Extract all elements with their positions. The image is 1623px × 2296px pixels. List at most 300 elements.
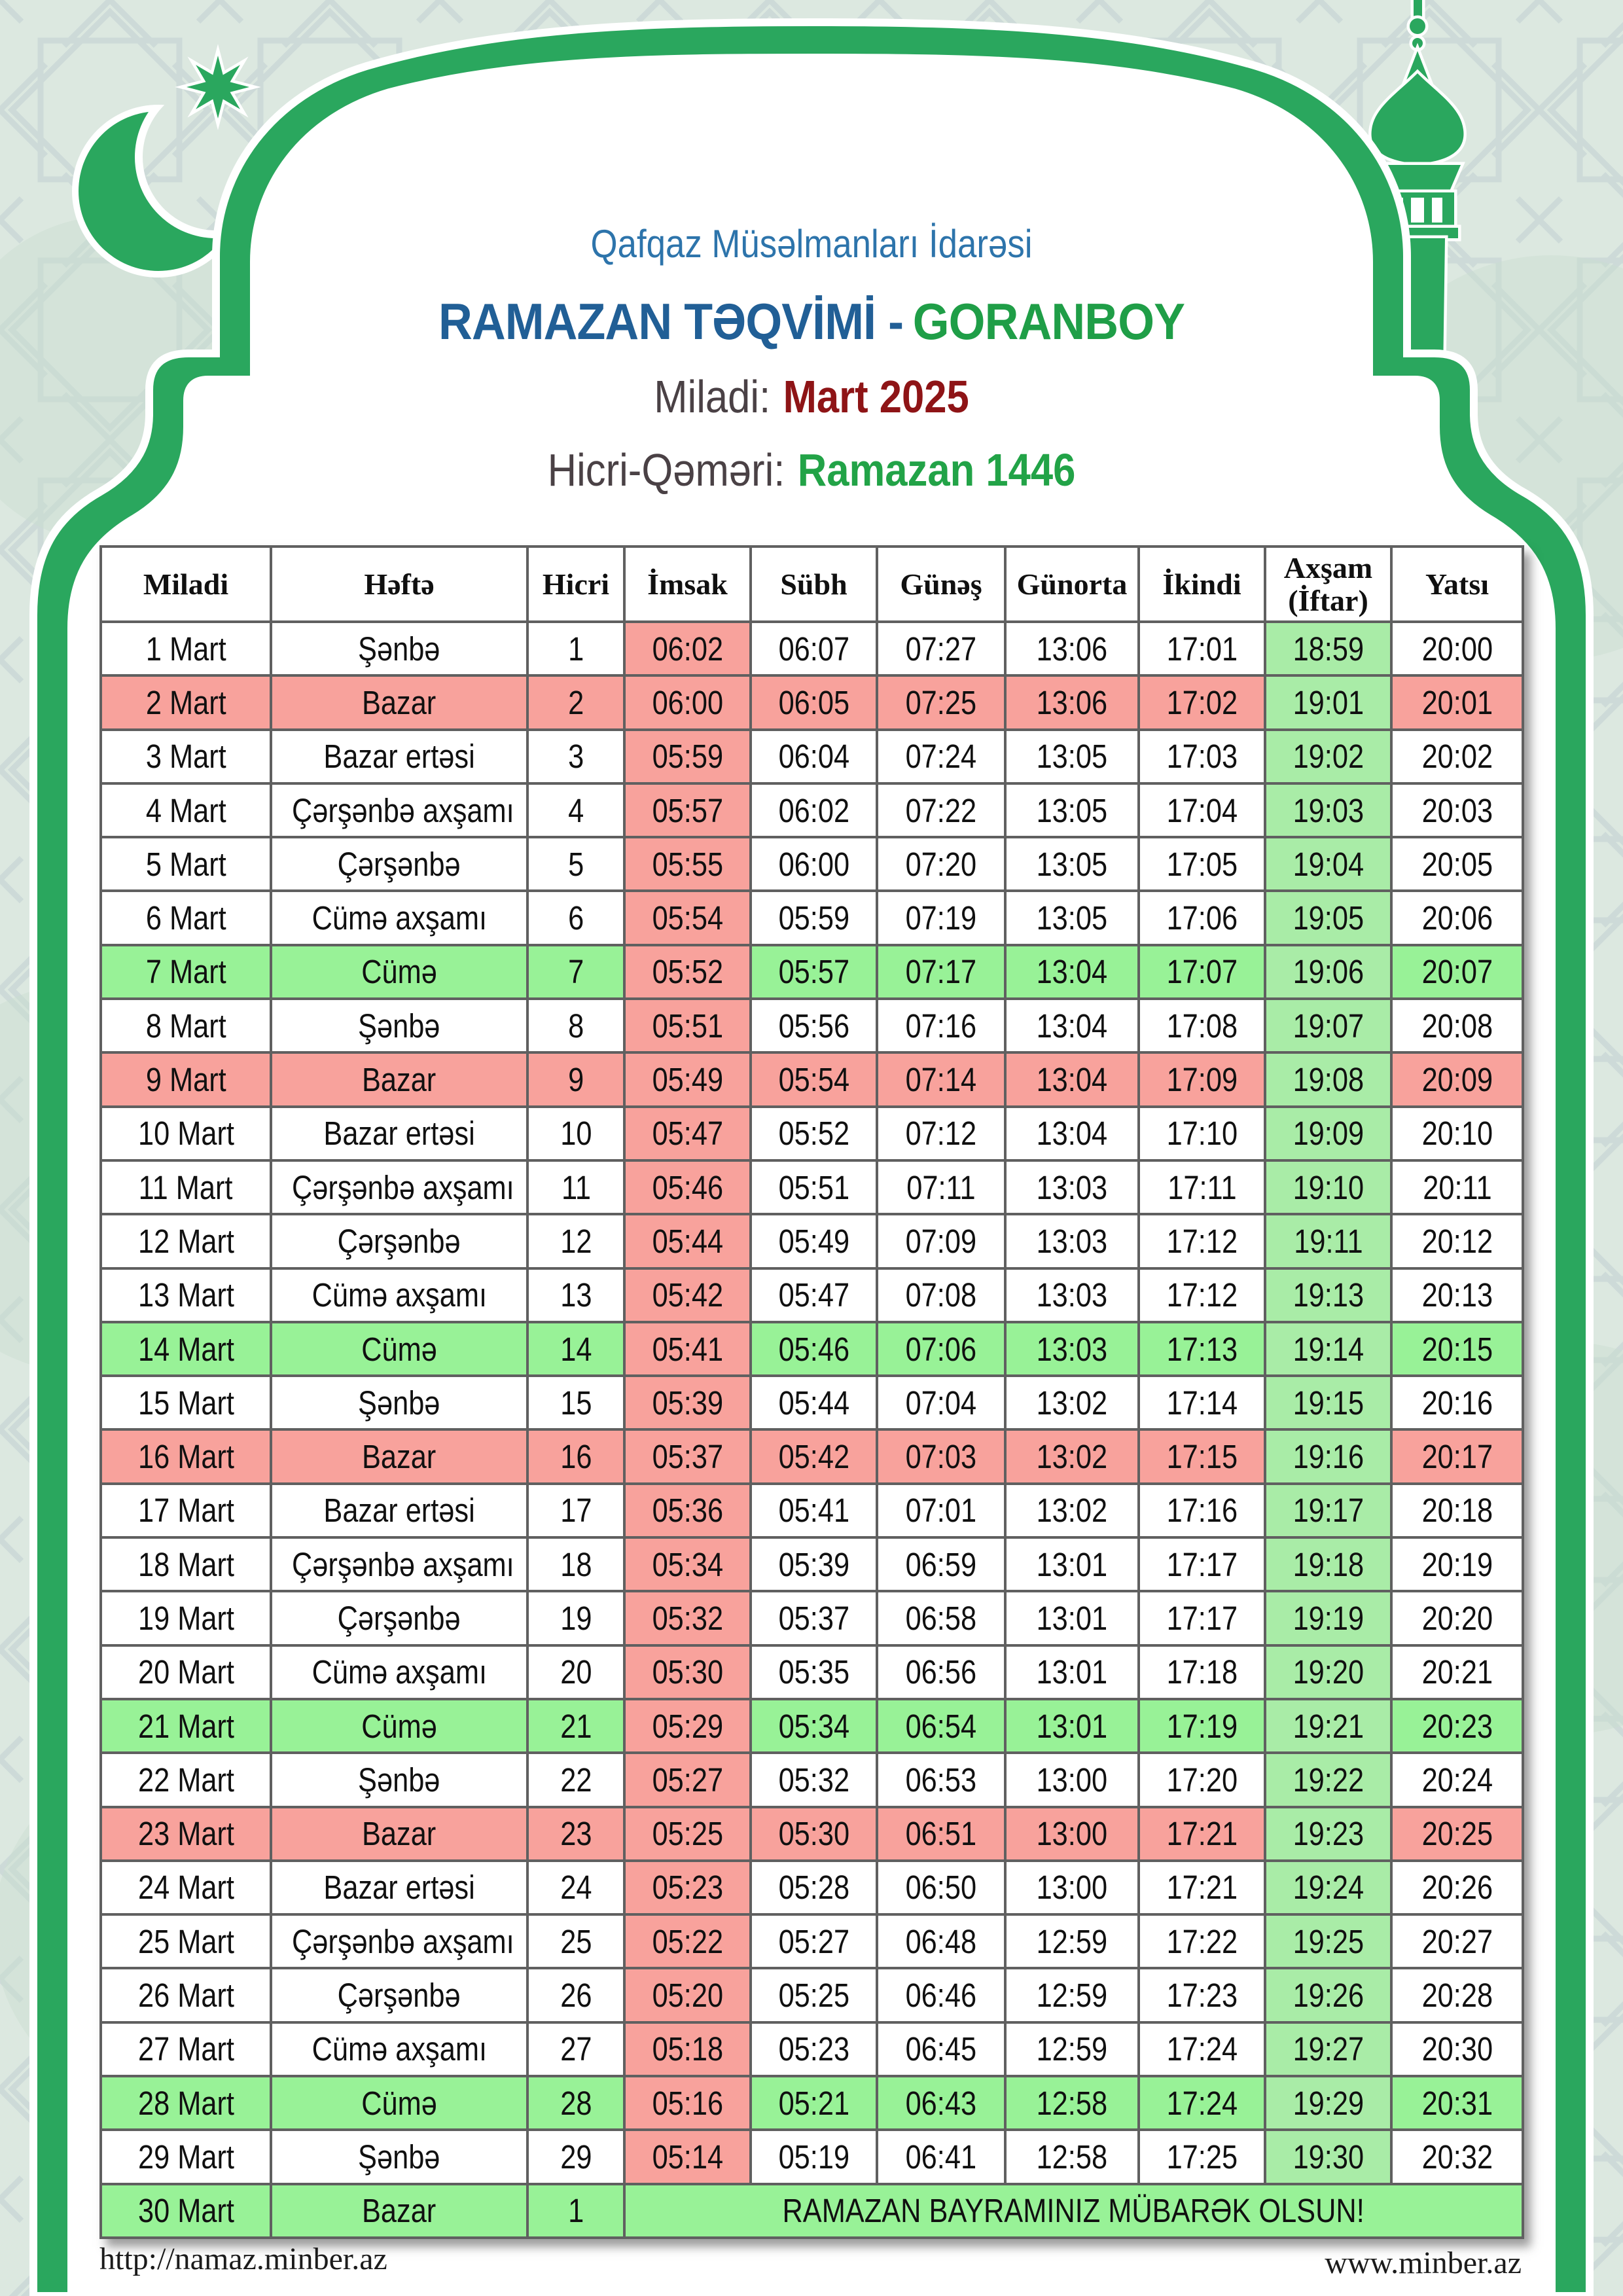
cell-yatsi bbox=[1391, 1160, 1523, 1214]
cell-yatsi bbox=[1391, 1645, 1523, 1699]
cell-subh bbox=[751, 730, 877, 783]
cell-subh bbox=[751, 1914, 877, 1968]
cell-hicri bbox=[527, 1484, 624, 1537]
cell-imsak bbox=[624, 837, 751, 891]
cell-yatsi bbox=[1391, 999, 1523, 1052]
cell-gunorta bbox=[1005, 891, 1139, 944]
cell-ikindi bbox=[1139, 837, 1265, 891]
cell-imsak bbox=[624, 1429, 751, 1483]
cell-date-text: 9 Mart bbox=[145, 1061, 226, 1099]
calendar-row-12-mart bbox=[101, 1214, 1523, 1268]
cell-gunes-text: 07:24 bbox=[905, 738, 977, 776]
cell-weekday bbox=[271, 675, 527, 729]
cell-ikindi-text: 17:24 bbox=[1166, 2084, 1238, 2122]
cell-subh-text: 05:21 bbox=[778, 2084, 849, 2122]
cell-imsak-text: 05:34 bbox=[652, 1545, 723, 1583]
cell-weekday-text: Cümə axşamı bbox=[312, 899, 487, 937]
cell-imsak bbox=[624, 891, 751, 944]
cell-gunorta-text: 12:58 bbox=[1036, 2084, 1108, 2122]
cell-weekday bbox=[271, 945, 527, 999]
calendar-row-6-mart bbox=[101, 891, 1523, 944]
cell-weekday-text: Çərşənbə bbox=[338, 845, 461, 883]
cell-gunorta bbox=[1005, 675, 1139, 729]
cell-weekday-text: Bazar bbox=[362, 2192, 437, 2230]
cell-imsak-text: 05:47 bbox=[652, 1115, 723, 1153]
cell-date-text: 17 Mart bbox=[137, 1492, 234, 1530]
cell-gunes bbox=[877, 2022, 1005, 2076]
cell-yatsi bbox=[1391, 1753, 1523, 1806]
cell-yatsi-text: 20:21 bbox=[1421, 1653, 1493, 1691]
cell-hicri bbox=[527, 1807, 624, 1861]
cell-hicri bbox=[527, 1376, 624, 1429]
cell-weekday-text: Şənbə bbox=[358, 630, 440, 668]
cell-gunorta bbox=[1005, 837, 1139, 891]
cell-axsam bbox=[1265, 1107, 1391, 1160]
calendar-row-15-mart bbox=[101, 1376, 1523, 1429]
cell-axsam-text: 19:26 bbox=[1293, 1977, 1364, 2015]
cell-hicri bbox=[527, 1645, 624, 1699]
cell-yatsi bbox=[1391, 945, 1523, 999]
cell-yatsi-text: 20:10 bbox=[1421, 1115, 1493, 1153]
cell-gunes bbox=[877, 1484, 1005, 1537]
cell-gunorta-text: 12:59 bbox=[1036, 2030, 1108, 2068]
cell-axsam-text: 19:25 bbox=[1293, 1922, 1364, 1960]
star-icon bbox=[187, 56, 249, 118]
cell-gunes-text: 06:48 bbox=[905, 1922, 977, 1960]
cell-hicri-text: 17 bbox=[560, 1492, 592, 1530]
cell-axsam-text: 19:01 bbox=[1293, 683, 1364, 721]
cell-hicri bbox=[527, 1861, 624, 1914]
cell-weekday-text: Çərşənbə bbox=[338, 1222, 461, 1260]
cell-ikindi bbox=[1139, 1160, 1265, 1214]
cell-yatsi-text: 20:32 bbox=[1421, 2138, 1493, 2176]
cell-weekday-text: Cümə axşamı bbox=[312, 1653, 487, 1691]
cell-hicri bbox=[527, 2130, 624, 2183]
cell-subh-text: 05:41 bbox=[778, 1492, 849, 1530]
cell-imsak-text: 05:20 bbox=[652, 1977, 723, 2015]
cell-yatsi-text: 20:23 bbox=[1421, 1707, 1493, 1745]
calendar-row-17-mart bbox=[101, 1484, 1523, 1537]
cell-ikindi-text: 17:20 bbox=[1166, 1761, 1238, 1799]
cell-imsak bbox=[624, 1861, 751, 1914]
cell-date-text: 30 Mart bbox=[137, 2192, 234, 2230]
cell-gunorta-text: 13:05 bbox=[1036, 899, 1108, 937]
cell-gunes bbox=[877, 1107, 1005, 1160]
cell-axsam bbox=[1265, 783, 1391, 837]
cell-hicri bbox=[527, 730, 624, 783]
cell-yatsi-text: 20:07 bbox=[1421, 953, 1493, 991]
cell-gunorta bbox=[1005, 1322, 1139, 1376]
cell-hicri-text: 13 bbox=[560, 1276, 592, 1314]
cell-gunorta bbox=[1005, 1591, 1139, 1645]
cell-axsam bbox=[1265, 1968, 1391, 2022]
cell-weekday bbox=[271, 891, 527, 944]
cell-ikindi-text: 17:12 bbox=[1166, 1276, 1238, 1314]
cell-hicri bbox=[527, 1699, 624, 1753]
cell-weekday bbox=[271, 622, 527, 675]
cell-subh-text: 05:49 bbox=[778, 1222, 849, 1260]
cell-ikindi-text: 17:21 bbox=[1166, 1815, 1238, 1853]
cell-weekday bbox=[271, 1807, 527, 1861]
cell-subh-text: 05:42 bbox=[778, 1438, 849, 1476]
cell-date bbox=[101, 1753, 271, 1806]
cell-subh bbox=[751, 1160, 877, 1214]
cell-axsam-text: 19:05 bbox=[1293, 899, 1364, 937]
calendar-row-18-mart bbox=[101, 1537, 1523, 1591]
cell-yatsi bbox=[1391, 1807, 1523, 1861]
cell-axsam bbox=[1265, 1537, 1391, 1591]
cell-gunes-text: 06:56 bbox=[905, 1653, 977, 1691]
cell-date-text: 2 Mart bbox=[145, 683, 226, 721]
cell-imsak bbox=[624, 1537, 751, 1591]
cell-weekday-text: Cümə bbox=[361, 1330, 437, 1368]
cell-imsak bbox=[624, 1160, 751, 1214]
cell-date-text: 18 Mart bbox=[137, 1545, 234, 1583]
cell-subh-text: 05:35 bbox=[778, 1653, 849, 1691]
cell-gunes-text: 07:08 bbox=[905, 1276, 977, 1314]
cell-hicri bbox=[527, 999, 624, 1052]
cell-date bbox=[101, 1376, 271, 1429]
cell-ikindi bbox=[1139, 1214, 1265, 1268]
organization-title bbox=[98, 221, 1525, 266]
cell-imsak-text: 05:30 bbox=[652, 1653, 723, 1691]
cell-axsam bbox=[1265, 1699, 1391, 1753]
cell-date bbox=[101, 1591, 271, 1645]
cell-gunorta-text: 13:00 bbox=[1036, 1815, 1108, 1853]
cell-axsam bbox=[1265, 1807, 1391, 1861]
cell-imsak-text: 05:54 bbox=[652, 899, 723, 937]
cell-date-text: 25 Mart bbox=[137, 1922, 234, 1960]
cell-date bbox=[101, 1914, 271, 1968]
calendar-row-22-mart bbox=[101, 1753, 1523, 1806]
cell-date bbox=[101, 945, 271, 999]
cell-gunorta-text: 13:00 bbox=[1036, 1761, 1108, 1799]
cell-axsam-text: 19:30 bbox=[1293, 2138, 1364, 2176]
cell-gunes-text: 07:09 bbox=[905, 1222, 977, 1260]
cell-gunes-text: 07:06 bbox=[905, 1330, 977, 1368]
cell-date-text: 20 Mart bbox=[137, 1653, 234, 1691]
cell-subh bbox=[751, 945, 877, 999]
cell-yatsi bbox=[1391, 675, 1523, 729]
cell-gunorta bbox=[1005, 999, 1139, 1052]
cell-axsam bbox=[1265, 1052, 1391, 1106]
cell-date-text: 23 Mart bbox=[137, 1815, 234, 1853]
cell-yatsi-text: 20:16 bbox=[1421, 1384, 1493, 1422]
cell-imsak-text: 05:57 bbox=[652, 791, 723, 829]
cell-axsam-text: 19:23 bbox=[1293, 1815, 1364, 1853]
cell-axsam bbox=[1265, 945, 1391, 999]
cell-subh-text: 05:57 bbox=[778, 953, 849, 991]
cell-imsak bbox=[624, 1645, 751, 1699]
cell-yatsi-text: 20:00 bbox=[1421, 630, 1493, 668]
cell-gunes-text: 07:14 bbox=[905, 1061, 977, 1099]
cell-ikindi bbox=[1139, 1861, 1265, 1914]
cell-date-text: 6 Mart bbox=[145, 899, 226, 937]
cell-imsak bbox=[624, 622, 751, 675]
cell-gunorta bbox=[1005, 1268, 1139, 1322]
cell-ikindi-text: 17:18 bbox=[1166, 1653, 1238, 1691]
cell-subh-text: 06:00 bbox=[778, 845, 849, 883]
cell-subh-text: 05:23 bbox=[778, 2030, 849, 2068]
cell-weekday-text: Cümə bbox=[361, 953, 437, 991]
cell-gunes bbox=[877, 1861, 1005, 1914]
cell-ikindi-text: 17:02 bbox=[1166, 683, 1238, 721]
cell-subh-text: 06:02 bbox=[778, 791, 849, 829]
cell-axsam-text: 19:19 bbox=[1293, 1599, 1364, 1637]
col-header-hicri: Hicri bbox=[527, 547, 624, 622]
cell-gunorta bbox=[1005, 2076, 1139, 2130]
cell-hicri bbox=[527, 1429, 624, 1483]
cell-gunes-text: 06:59 bbox=[905, 1545, 977, 1583]
cell-axsam bbox=[1265, 2022, 1391, 2076]
cell-ikindi bbox=[1139, 622, 1265, 675]
cell-yatsi bbox=[1391, 1968, 1523, 2022]
cell-date bbox=[101, 1699, 271, 1753]
cell-subh-text: 05:28 bbox=[778, 1869, 849, 1907]
cell-yatsi bbox=[1391, 730, 1523, 783]
cell-yatsi bbox=[1391, 1322, 1523, 1376]
cell-axsam bbox=[1265, 1645, 1391, 1699]
cell-subh bbox=[751, 783, 877, 837]
cell-weekday bbox=[271, 1699, 527, 1753]
calendar-city-text: GORANBOY bbox=[912, 293, 1185, 350]
cell-ikindi-text: 17:19 bbox=[1166, 1707, 1238, 1745]
cell-axsam bbox=[1265, 1484, 1391, 1537]
calendar-row-2-mart bbox=[101, 675, 1523, 729]
cell-yatsi bbox=[1391, 1537, 1523, 1591]
cell-axsam-text: 19:17 bbox=[1293, 1492, 1364, 1530]
cell-weekday bbox=[271, 1484, 527, 1537]
calendar-row-8-mart bbox=[101, 999, 1523, 1052]
cell-hicri-text: 28 bbox=[560, 2084, 592, 2122]
table-body bbox=[101, 622, 1523, 2238]
cell-gunorta-text: 13:02 bbox=[1036, 1492, 1108, 1530]
cell-yatsi bbox=[1391, 1484, 1523, 1537]
cell-axsam bbox=[1265, 730, 1391, 783]
cell-imsak-text: 05:27 bbox=[652, 1761, 723, 1799]
cell-subh bbox=[751, 1968, 877, 2022]
cell-weekday bbox=[271, 2130, 527, 2183]
cell-hicri-text: 11 bbox=[561, 1168, 591, 1206]
cell-ikindi-text: 17:23 bbox=[1166, 1977, 1238, 2015]
cell-weekday-text: Bazar ertəsi bbox=[323, 738, 475, 776]
cell-yatsi bbox=[1391, 2076, 1523, 2130]
cell-gunorta-text: 13:01 bbox=[1036, 1707, 1108, 1745]
cell-ikindi-text: 17:24 bbox=[1166, 2030, 1238, 2068]
cell-weekday bbox=[271, 1322, 527, 1376]
cell-yatsi bbox=[1391, 2022, 1523, 2076]
cell-imsak-text: 05:37 bbox=[652, 1438, 723, 1476]
calendar-row-25-mart bbox=[101, 1914, 1523, 1968]
cell-hicri-text: 29 bbox=[560, 2138, 592, 2176]
cell-gunes-text: 06:53 bbox=[905, 1761, 977, 1799]
cell-gunes-text: 06:43 bbox=[905, 2084, 977, 2122]
cell-date-text: 5 Mart bbox=[145, 845, 226, 883]
cell-hicri bbox=[527, 837, 624, 891]
cell-ikindi-text: 17:22 bbox=[1166, 1922, 1238, 1960]
miladi-label: Miladi: bbox=[654, 371, 771, 422]
cell-date bbox=[101, 1052, 271, 1106]
calendar-title-text: RAMAZAN TƏQVİMİ - bbox=[438, 293, 904, 350]
prayer-times-table bbox=[99, 545, 1524, 2239]
cell-hicri bbox=[527, 2184, 624, 2238]
cell-hicri-text: 20 bbox=[560, 1653, 592, 1691]
organization-title-text: Qafqaz Müsəlmanları İdarəsi bbox=[590, 222, 1033, 266]
cell-weekday bbox=[271, 2022, 527, 2076]
cell-yatsi bbox=[1391, 1376, 1523, 1429]
cell-axsam bbox=[1265, 1268, 1391, 1322]
cell-hicri-text: 7 bbox=[567, 953, 584, 991]
cell-axsam-text: 19:21 bbox=[1293, 1707, 1364, 1745]
cell-subh bbox=[751, 1322, 877, 1376]
cell-subh bbox=[751, 1429, 877, 1483]
cell-axsam bbox=[1265, 1160, 1391, 1214]
cell-yatsi bbox=[1391, 837, 1523, 891]
calendar-row-28-mart bbox=[101, 2076, 1523, 2130]
cell-gunes-text: 07:16 bbox=[905, 1007, 977, 1045]
cell-hicri-text: 10 bbox=[560, 1115, 592, 1153]
cell-axsam-text: 19:04 bbox=[1293, 845, 1364, 883]
cell-imsak bbox=[624, 783, 751, 837]
cell-subh bbox=[751, 622, 877, 675]
cell-weekday-text: Bazar ertəsi bbox=[323, 1492, 475, 1530]
cell-gunes bbox=[877, 945, 1005, 999]
cell-ikindi bbox=[1139, 2022, 1265, 2076]
cell-ikindi bbox=[1139, 1107, 1265, 1160]
cell-gunes-text: 06:58 bbox=[905, 1599, 977, 1637]
cell-gunes-text: 07:03 bbox=[905, 1438, 977, 1476]
cell-gunorta bbox=[1005, 783, 1139, 837]
cell-axsam bbox=[1265, 2076, 1391, 2130]
cell-gunes-text: 07:04 bbox=[905, 1384, 977, 1422]
cell-yatsi-text: 20:28 bbox=[1421, 1977, 1493, 2015]
cell-ikindi bbox=[1139, 1591, 1265, 1645]
cell-hicri-text: 24 bbox=[560, 1869, 592, 1907]
cell-imsak bbox=[624, 2130, 751, 2183]
cell-date-text: 13 Mart bbox=[137, 1276, 234, 1314]
cell-hicri bbox=[527, 1160, 624, 1214]
cell-hicri-text: 18 bbox=[560, 1545, 592, 1583]
cell-gunorta-text: 13:04 bbox=[1036, 1007, 1108, 1045]
cell-imsak bbox=[624, 1591, 751, 1645]
cell-yatsi-text: 20:30 bbox=[1421, 2030, 1493, 2068]
cell-ikindi-text: 17:05 bbox=[1166, 845, 1238, 883]
cell-imsak-text: 05:51 bbox=[652, 1007, 723, 1045]
calendar-row-26-mart bbox=[101, 1968, 1523, 2022]
cell-subh-text: 05:30 bbox=[778, 1815, 849, 1853]
cell-subh-text: 05:37 bbox=[778, 1599, 849, 1637]
cell-date-text: 3 Mart bbox=[145, 738, 226, 776]
cell-gunorta-text: 12:59 bbox=[1036, 1977, 1108, 2015]
cell-gunorta-text: 13:02 bbox=[1036, 1438, 1108, 1476]
cell-weekday-text: Şənbə bbox=[358, 1384, 440, 1422]
cell-date bbox=[101, 1107, 271, 1160]
calendar-row-24-mart bbox=[101, 1861, 1523, 1914]
cell-date bbox=[101, 2130, 271, 2183]
col-header-subh: Sübh bbox=[751, 547, 877, 622]
cell-subh bbox=[751, 1753, 877, 1806]
cell-hicri bbox=[527, 1537, 624, 1591]
cell-date-text: 24 Mart bbox=[137, 1869, 234, 1907]
cell-subh-text: 05:19 bbox=[778, 2138, 849, 2176]
cell-hicri bbox=[527, 783, 624, 837]
cell-ikindi bbox=[1139, 945, 1265, 999]
cell-weekday bbox=[271, 1214, 527, 1268]
cell-hicri-text: 26 bbox=[560, 1977, 592, 2015]
cell-gunes-text: 07:25 bbox=[905, 683, 977, 721]
cell-gunes bbox=[877, 1699, 1005, 1753]
cell-subh-text: 05:25 bbox=[778, 1977, 849, 2015]
cell-subh-text: 05:56 bbox=[778, 1007, 849, 1045]
cell-weekday-text: Çərşənbə bbox=[338, 1599, 461, 1637]
cell-hicri bbox=[527, 622, 624, 675]
cell-hicri bbox=[527, 891, 624, 944]
cell-imsak-text: 05:44 bbox=[652, 1222, 723, 1260]
cell-ikindi-text: 17:12 bbox=[1166, 1222, 1238, 1260]
cell-date-text: 11 Mart bbox=[139, 1168, 233, 1206]
cell-gunorta bbox=[1005, 1160, 1139, 1214]
cell-subh bbox=[751, 1214, 877, 1268]
cell-subh bbox=[751, 1861, 877, 1914]
cell-subh-text: 05:59 bbox=[778, 899, 849, 937]
cell-date bbox=[101, 1645, 271, 1699]
cell-weekday bbox=[271, 1537, 527, 1591]
calendar-row-19-mart bbox=[101, 1591, 1523, 1645]
cell-hicri bbox=[527, 1107, 624, 1160]
cell-axsam-text: 18:59 bbox=[1293, 630, 1364, 668]
cell-weekday bbox=[271, 837, 527, 891]
miladi-value: Mart 2025 bbox=[783, 371, 969, 422]
cell-gunorta bbox=[1005, 730, 1139, 783]
cell-yatsi-text: 20:13 bbox=[1421, 1276, 1493, 1314]
cell-yatsi bbox=[1391, 1052, 1523, 1106]
cell-ikindi-text: 17:04 bbox=[1166, 791, 1238, 829]
cell-gunorta bbox=[1005, 945, 1139, 999]
cell-hicri-text: 15 bbox=[560, 1384, 592, 1422]
cell-date-text: 12 Mart bbox=[137, 1222, 234, 1260]
cell-weekday bbox=[271, 1052, 527, 1106]
cell-subh-text: 05:44 bbox=[778, 1384, 849, 1422]
cell-imsak bbox=[624, 1268, 751, 1322]
cell-hicri-text: 1 bbox=[567, 630, 584, 668]
cell-gunorta-text: 13:04 bbox=[1036, 1061, 1108, 1099]
cell-imsak-text: 06:02 bbox=[652, 630, 723, 668]
cell-yatsi-text: 20:01 bbox=[1421, 683, 1493, 721]
cell-ikindi-text: 17:15 bbox=[1166, 1438, 1238, 1476]
cell-ikindi bbox=[1139, 1914, 1265, 1968]
cell-ikindi-text: 17:11 bbox=[1167, 1168, 1237, 1206]
cell-gunes-text: 06:51 bbox=[905, 1815, 977, 1853]
cell-ikindi-text: 17:06 bbox=[1166, 899, 1238, 937]
cell-ikindi bbox=[1139, 1322, 1265, 1376]
cell-yatsi-text: 20:11 bbox=[1422, 1168, 1492, 1206]
cell-subh bbox=[751, 1268, 877, 1322]
cell-gunes-text: 07:17 bbox=[905, 953, 977, 991]
cell-axsam bbox=[1265, 1429, 1391, 1483]
cell-imsak-text: 05:46 bbox=[652, 1168, 723, 1206]
cell-imsak bbox=[624, 1484, 751, 1537]
cell-date bbox=[101, 1160, 271, 1214]
cell-gunorta bbox=[1005, 1376, 1139, 1429]
footer-left-url: http://namaz.minber.az bbox=[99, 2242, 387, 2276]
cell-weekday-text: Şənbə bbox=[358, 1761, 440, 1799]
cell-hicri-text: 22 bbox=[560, 1761, 592, 1799]
cell-imsak-text: 05:16 bbox=[652, 2084, 723, 2122]
cell-imsak bbox=[624, 1107, 751, 1160]
cell-yatsi-text: 20:09 bbox=[1421, 1061, 1493, 1099]
cell-subh-text: 06:07 bbox=[778, 630, 849, 668]
hijri-value: Ramazan 1446 bbox=[797, 444, 1076, 495]
